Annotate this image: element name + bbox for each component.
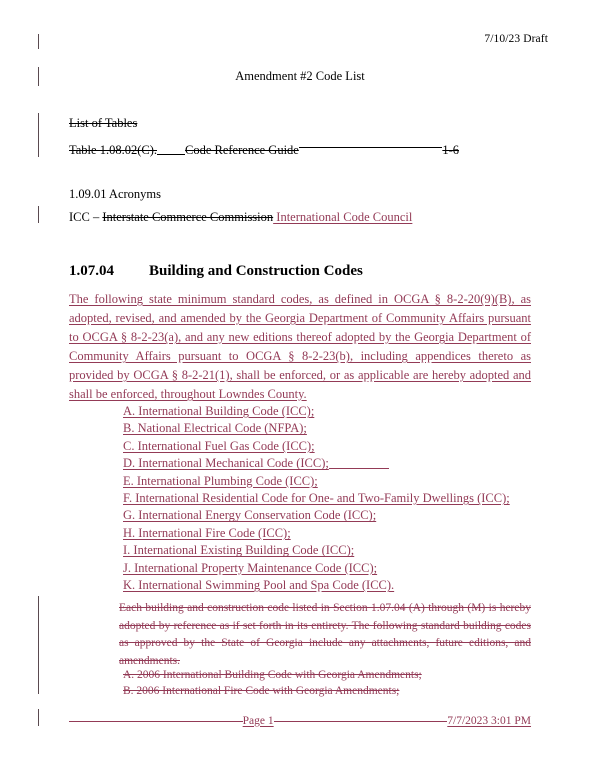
footer-page-label: Page 1	[242, 714, 274, 727]
section-heading	[69, 263, 363, 280]
toc-leader	[299, 141, 442, 154]
list-item	[123, 438, 523, 455]
change-bar	[38, 34, 39, 49]
list-item	[123, 473, 523, 490]
list-item-text: I. International Existing Building Code (ICC);	[123, 543, 355, 558]
list-item	[123, 455, 523, 472]
change-bar	[38, 113, 39, 157]
list-item-text: F. International Residential Code for One- and Two-Family Dwellings (ICC);	[123, 491, 510, 506]
adopted-code-list	[123, 403, 523, 594]
list-item-text: D. International Mechanical Code (ICC);	[123, 456, 329, 471]
toc-entry-page: 1-6	[442, 142, 459, 157]
list-item-text: E. International Plumbing Code (ICC);	[123, 473, 318, 488]
list-item-text: A. International Building Code (ICC);	[123, 404, 315, 418]
list-item-text: B. 2006 International Fire Code with Georgia Amendments;	[123, 684, 400, 697]
toc-entry-label: Table 1.08.02(C).	[69, 142, 157, 157]
acronym-entry-icc	[69, 210, 412, 225]
list-item	[123, 507, 523, 524]
deleted-code-list	[123, 668, 523, 699]
list-item-text: J. International Property Maintenance Code (ICC);	[123, 560, 378, 575]
draft-date: 7/10/23 Draft	[484, 33, 548, 45]
deleted-paragraph-text: Each building and construction code listed in Section 1.07.04 (A) through (M) is hereby adopted by reference as if set forth in its entirety. The following standard building codes as approved by the State of Georgia include any attachments, future editions, and amendments.	[119, 602, 531, 667]
list-item	[123, 403, 523, 420]
section-number: 1.07.04	[69, 263, 114, 279]
list-item-text: A. 2006 International Building Code with Georgia Amendments;	[123, 669, 422, 681]
change-bar	[38, 709, 39, 726]
list-item	[123, 420, 523, 437]
section-inserted-paragraph	[69, 290, 531, 404]
list-item	[123, 668, 523, 684]
acronyms-heading: 1.09.01 Acronyms	[69, 187, 162, 201]
list-item	[123, 684, 523, 700]
footer-timestamp: 7/7/2023 3:01 PM	[447, 714, 532, 727]
list-item	[123, 577, 523, 594]
footer-rule-left	[69, 712, 243, 724]
list-item-text: H. International Fire Code (ICC);	[123, 525, 291, 540]
deleted-paragraph	[119, 600, 531, 670]
acronym-deleted-definition: Interstate Commerce Commission	[102, 210, 274, 224]
footer-rule-right	[274, 712, 448, 724]
acronym-inserted-definition: International Code Council	[273, 210, 413, 224]
document-title: Amendment #2 Code List	[235, 69, 365, 83]
toc-entry-title: Code Reference Guide	[185, 142, 299, 157]
list-item-text: K. International Swimming Pool and Spa Code (ICC).	[123, 578, 395, 593]
acronym-term: ICC –	[69, 210, 103, 224]
list-item-text: B. National Electrical Code (NFPA);	[123, 421, 307, 436]
list-item	[123, 490, 523, 507]
list-of-tables-heading: List of Tables	[69, 116, 138, 130]
section-title: Building and Construction Codes	[149, 263, 363, 279]
list-item-text: G. International Energy Conservation Code (ICC);	[123, 508, 377, 523]
trailing-underline	[329, 468, 389, 469]
list-item	[123, 525, 523, 542]
list-item	[123, 542, 523, 559]
inserted-paragraph-text: The following state minimum standard codes, as defined in OCGA § 8-2-20(9)(B), as adopted, revised, and amended by the Georgia Department of Community Affairs pursuant to OCGA § 8-2-23(a), and any new editions thereof adopted by the Georgia Department of Community Affairs pursuant to OCGA § 8-2-23(b), including appendices thereto as provided by OCGA § 8-2-21(1), shall be enforced, or as applicable are hereby adopted and shall be enforced, throughout Lowndes County.	[69, 292, 531, 401]
list-item-text: C. International Fuel Gas Code (ICC);	[123, 438, 315, 453]
change-bar	[38, 596, 39, 694]
change-bar	[38, 206, 39, 223]
list-item	[123, 560, 523, 577]
page-footer	[69, 712, 531, 727]
toc-entry	[69, 141, 459, 158]
